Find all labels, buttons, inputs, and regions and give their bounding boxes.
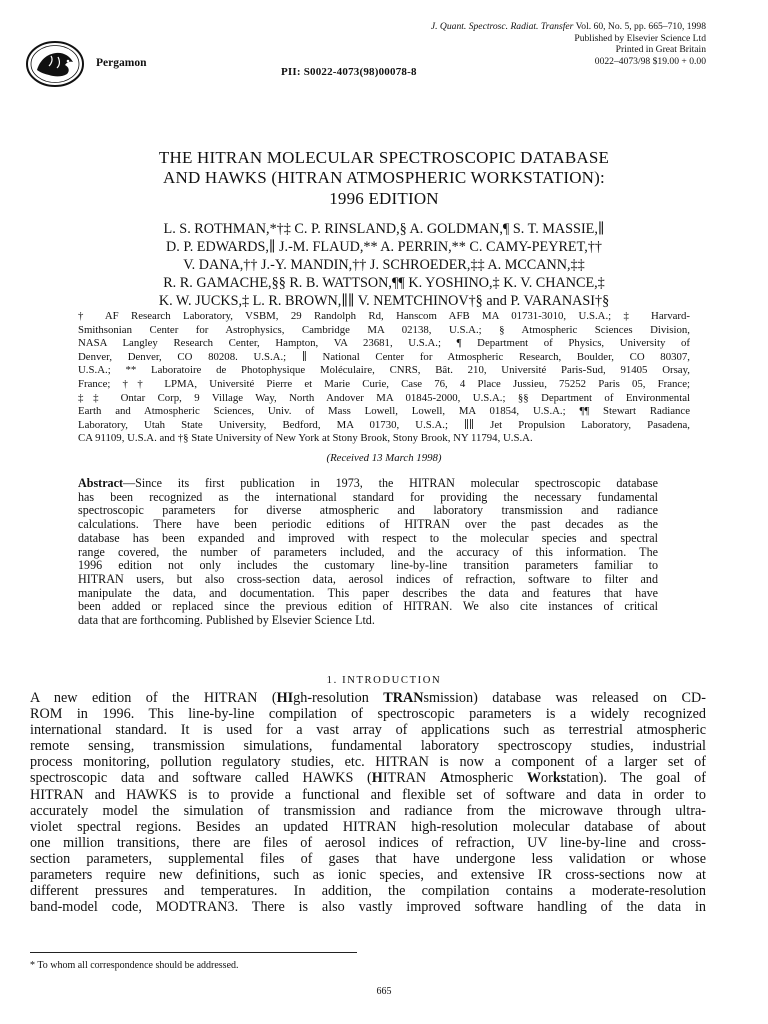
author-line: V. DANA,†† J.-Y. MANDIN,†† J. SCHROEDER,‡‡ A. MCCANN,‡‡	[183, 257, 585, 273]
pii-identifier: PII: S0022-4073(98)00078-8	[281, 66, 417, 78]
abstract-line	[78, 477, 658, 491]
body-line: violet spectral regions. Besides an updated HITRAN high-resolution molecular database of about	[30, 818, 706, 835]
acronym-letters: A	[439, 770, 451, 787]
text-run: smission) database was released on CD-	[423, 690, 706, 706]
body-line: section parameters, supplemental files of gases that have undergone less validation or whose	[30, 850, 706, 867]
journal-info	[431, 21, 706, 67]
author-line: R. R. GAMACHE,§§ R. B. WATTSON,¶¶ K. YOSHINO,‡ K. V. CHANCE,‡	[163, 275, 605, 291]
text-run: or	[541, 770, 553, 787]
body-line: ROM in 1996. This line-by-line compilation of spectroscopic parameters is a widely recognized	[30, 706, 706, 723]
author-line: L. S. ROTHMAN,*†‡ C. P. RINSLAND,§ A. GOLDMAN,¶ S. T. MASSIE,∥	[163, 221, 605, 237]
affiliation-line: † AF Research Laboratory, VSBM, 29 Randolph Rd, Hanscom AFB MA 01731-3010, U.S.A.; ‡ Harvard-	[78, 310, 690, 322]
text-run: tmospheric	[450, 770, 527, 787]
author-line: K. W. JUCKS,‡ L. R. BROWN,∥∥ V. NEMTCHINOV†§ and P. VARANASI†§	[158, 293, 610, 309]
abstract-line: 1996 edition not only includes the customary line-by-line transition parameters familiar to	[78, 558, 658, 573]
affiliations	[78, 310, 690, 446]
author-line: D. P. EDWARDS,∥ J.-M. FLAUD,** A. PERRIN,** C. CAMY-PEYRET,††	[166, 239, 602, 255]
printed-in: Printed in Great Britain	[615, 44, 706, 56]
body-line: one million transitions, there are files of aerosol indices of refraction, UV line-by-line and cross-	[30, 834, 706, 851]
body-line: band-model code, MODTRAN3. There is also vastly improved software handling of the data in	[30, 899, 706, 916]
abstract-line: HITRAN users, but also cross-section data, aerosol indices of refraction, software to filter and	[78, 571, 658, 586]
publisher-name: Pergamon	[96, 57, 147, 69]
affiliation-line: Denver, Denver, CO 80208. U.S.A.; ∥ National Center for Atmospheric Research, Boulder, CO 80307,	[78, 350, 690, 363]
title-line: AND HAWKS (HITRAN ATMOSPHERIC WORKSTATION):	[163, 168, 605, 188]
journal-citation	[431, 21, 706, 33]
body-line: different pressures and temperatures. In addition, the compilation contains a moderate-resolution	[30, 883, 706, 900]
paper-title	[40, 148, 728, 209]
text-run: tation). The goal of	[566, 770, 706, 787]
abstract-line: been added or replaced since the previous edition of HITRAN. We also cite instances of critical	[78, 599, 658, 614]
affiliation-line: France; †† LPMA, Université Pierre et Marie Curie, Case 76, 4 Place Jussieu, 75252 Paris 05, France;	[78, 377, 690, 390]
abstract-line: manipulate the data, and documentation. This paper describes the data and features that have	[78, 585, 658, 600]
text-run: ITRAN	[382, 770, 440, 787]
journal-volume: Vol. 60, No. 5, pp. 665–710, 1998	[573, 21, 706, 32]
affiliation-line: Smithsonian Center for Astrophysics, Cambridge MA 02138, U.S.A.; § Atmospheric Sciences Division,	[78, 323, 690, 336]
acronym-letters: W	[526, 770, 542, 787]
body-line: international standard. It is used for a vast array of applications such as terrestrial atmospheric	[30, 722, 706, 739]
abstract	[78, 477, 658, 628]
affiliation-line: U.S.A.; ** Laboratoire de Photophysique Moléculaire, CNRS, Bât. 210, Université Paris-Sud, 91405 Orsay,	[78, 364, 690, 377]
abstract-line: has been recognized as the international standard for providing the necessary fundamental	[78, 489, 658, 504]
received-date: (Received 13 March 1998)	[326, 452, 442, 464]
acronym-letters: H	[371, 770, 383, 787]
title-line: 1996 EDITION	[329, 188, 439, 208]
introduction-body	[30, 690, 706, 915]
footnote-rule	[30, 952, 357, 953]
page-number: 665	[376, 986, 392, 997]
body-line: remote sensing, transmission simulations, fundamental laboratory spectroscopy studies, industrial	[30, 738, 706, 755]
abstract-line: database has been expanded and improved with respect to the molecular species and spectral	[78, 530, 658, 545]
acronym-letters: TRAN	[383, 690, 424, 706]
body-line	[30, 690, 706, 706]
affiliation-line: Earth and Atmospheric Sciences, Univ. of Mass Lowell, Lowell, MA 01854, U.S.A.; ¶¶ Stewart Radiance	[78, 405, 690, 418]
author-list	[40, 220, 728, 310]
text-run: spectroscopic data and software called HAWKS (	[30, 770, 372, 787]
affiliation-line: Laboratory, Utah State University, Bedford, MA 01730, U.S.A.; ∥∥ Jet Propulsion Laboratory, Pasadena,	[78, 418, 690, 431]
acronym-letters: HI	[276, 690, 294, 706]
footnote: * To whom all correspondence should be addressed.	[30, 960, 239, 971]
affiliation-line: CA 91109, U.S.A. and †§ State University of New York at Stony Brook, Stony Brook, NY 11794, U.S.A.	[78, 432, 533, 445]
journal-name: J. Quant. Spectrosc. Radiat. Transfer	[430, 21, 574, 32]
published-by: Published by Elsevier Science Ltd	[574, 32, 706, 44]
abstract-label: Abstract	[78, 476, 124, 490]
abstract-line: range covered, the number of parameters included, and the accuracy of this information. The	[78, 544, 658, 559]
body-line: HITRAN and HAWKS is to provide a functional and flexible set of software and data in order to	[30, 786, 706, 803]
pergamon-logo	[25, 40, 85, 88]
text-run: gh-resolution	[293, 690, 384, 706]
abstract-line: spectroscopic parameters for diverse atmospheric and laboratory transmission and radiance	[78, 503, 658, 518]
body-line	[30, 770, 706, 786]
affiliation-line: NASA Langley Research Center, Hampton, VA 23681, U.S.A.; ¶ Department of Physics, University of	[78, 337, 690, 350]
body-line: parameters require new definitions, such as ionic species, and extensive IR cross-sections now at	[30, 867, 706, 884]
issn-price: 0022–4073/98 $19.00 + 0.00	[594, 55, 706, 67]
abstract-text: —Since its first publication in 1973, the HITRAN molecular spectroscopic database	[123, 476, 658, 490]
affiliation-line: ‡‡ Ontar Corp, 9 Village Way, North Andover MA 01845-2000, U.S.A.; §§ Department of Environmental	[78, 391, 690, 404]
abstract-line: data that are forthcoming. Published by Elsevier Science Ltd.	[78, 613, 375, 628]
body-line: process monitoring, pollution regulatory studies, etc. HITRAN is now a component of a larger set of	[30, 754, 706, 771]
title-line: THE HITRAN MOLECULAR SPECTROSCOPIC DATABASE	[158, 148, 610, 167]
body-line: accurately model the simulation of transmission and radiance from the microwave through ultra-	[30, 802, 706, 819]
text-run: A new edition of the HITRAN (	[30, 690, 277, 706]
acronym-letters: ks	[552, 770, 567, 787]
section-heading: 1. INTRODUCTION	[326, 675, 442, 686]
abstract-line: calculations. There have been periodic editions of HITRAN over the past decades as the	[78, 517, 658, 532]
